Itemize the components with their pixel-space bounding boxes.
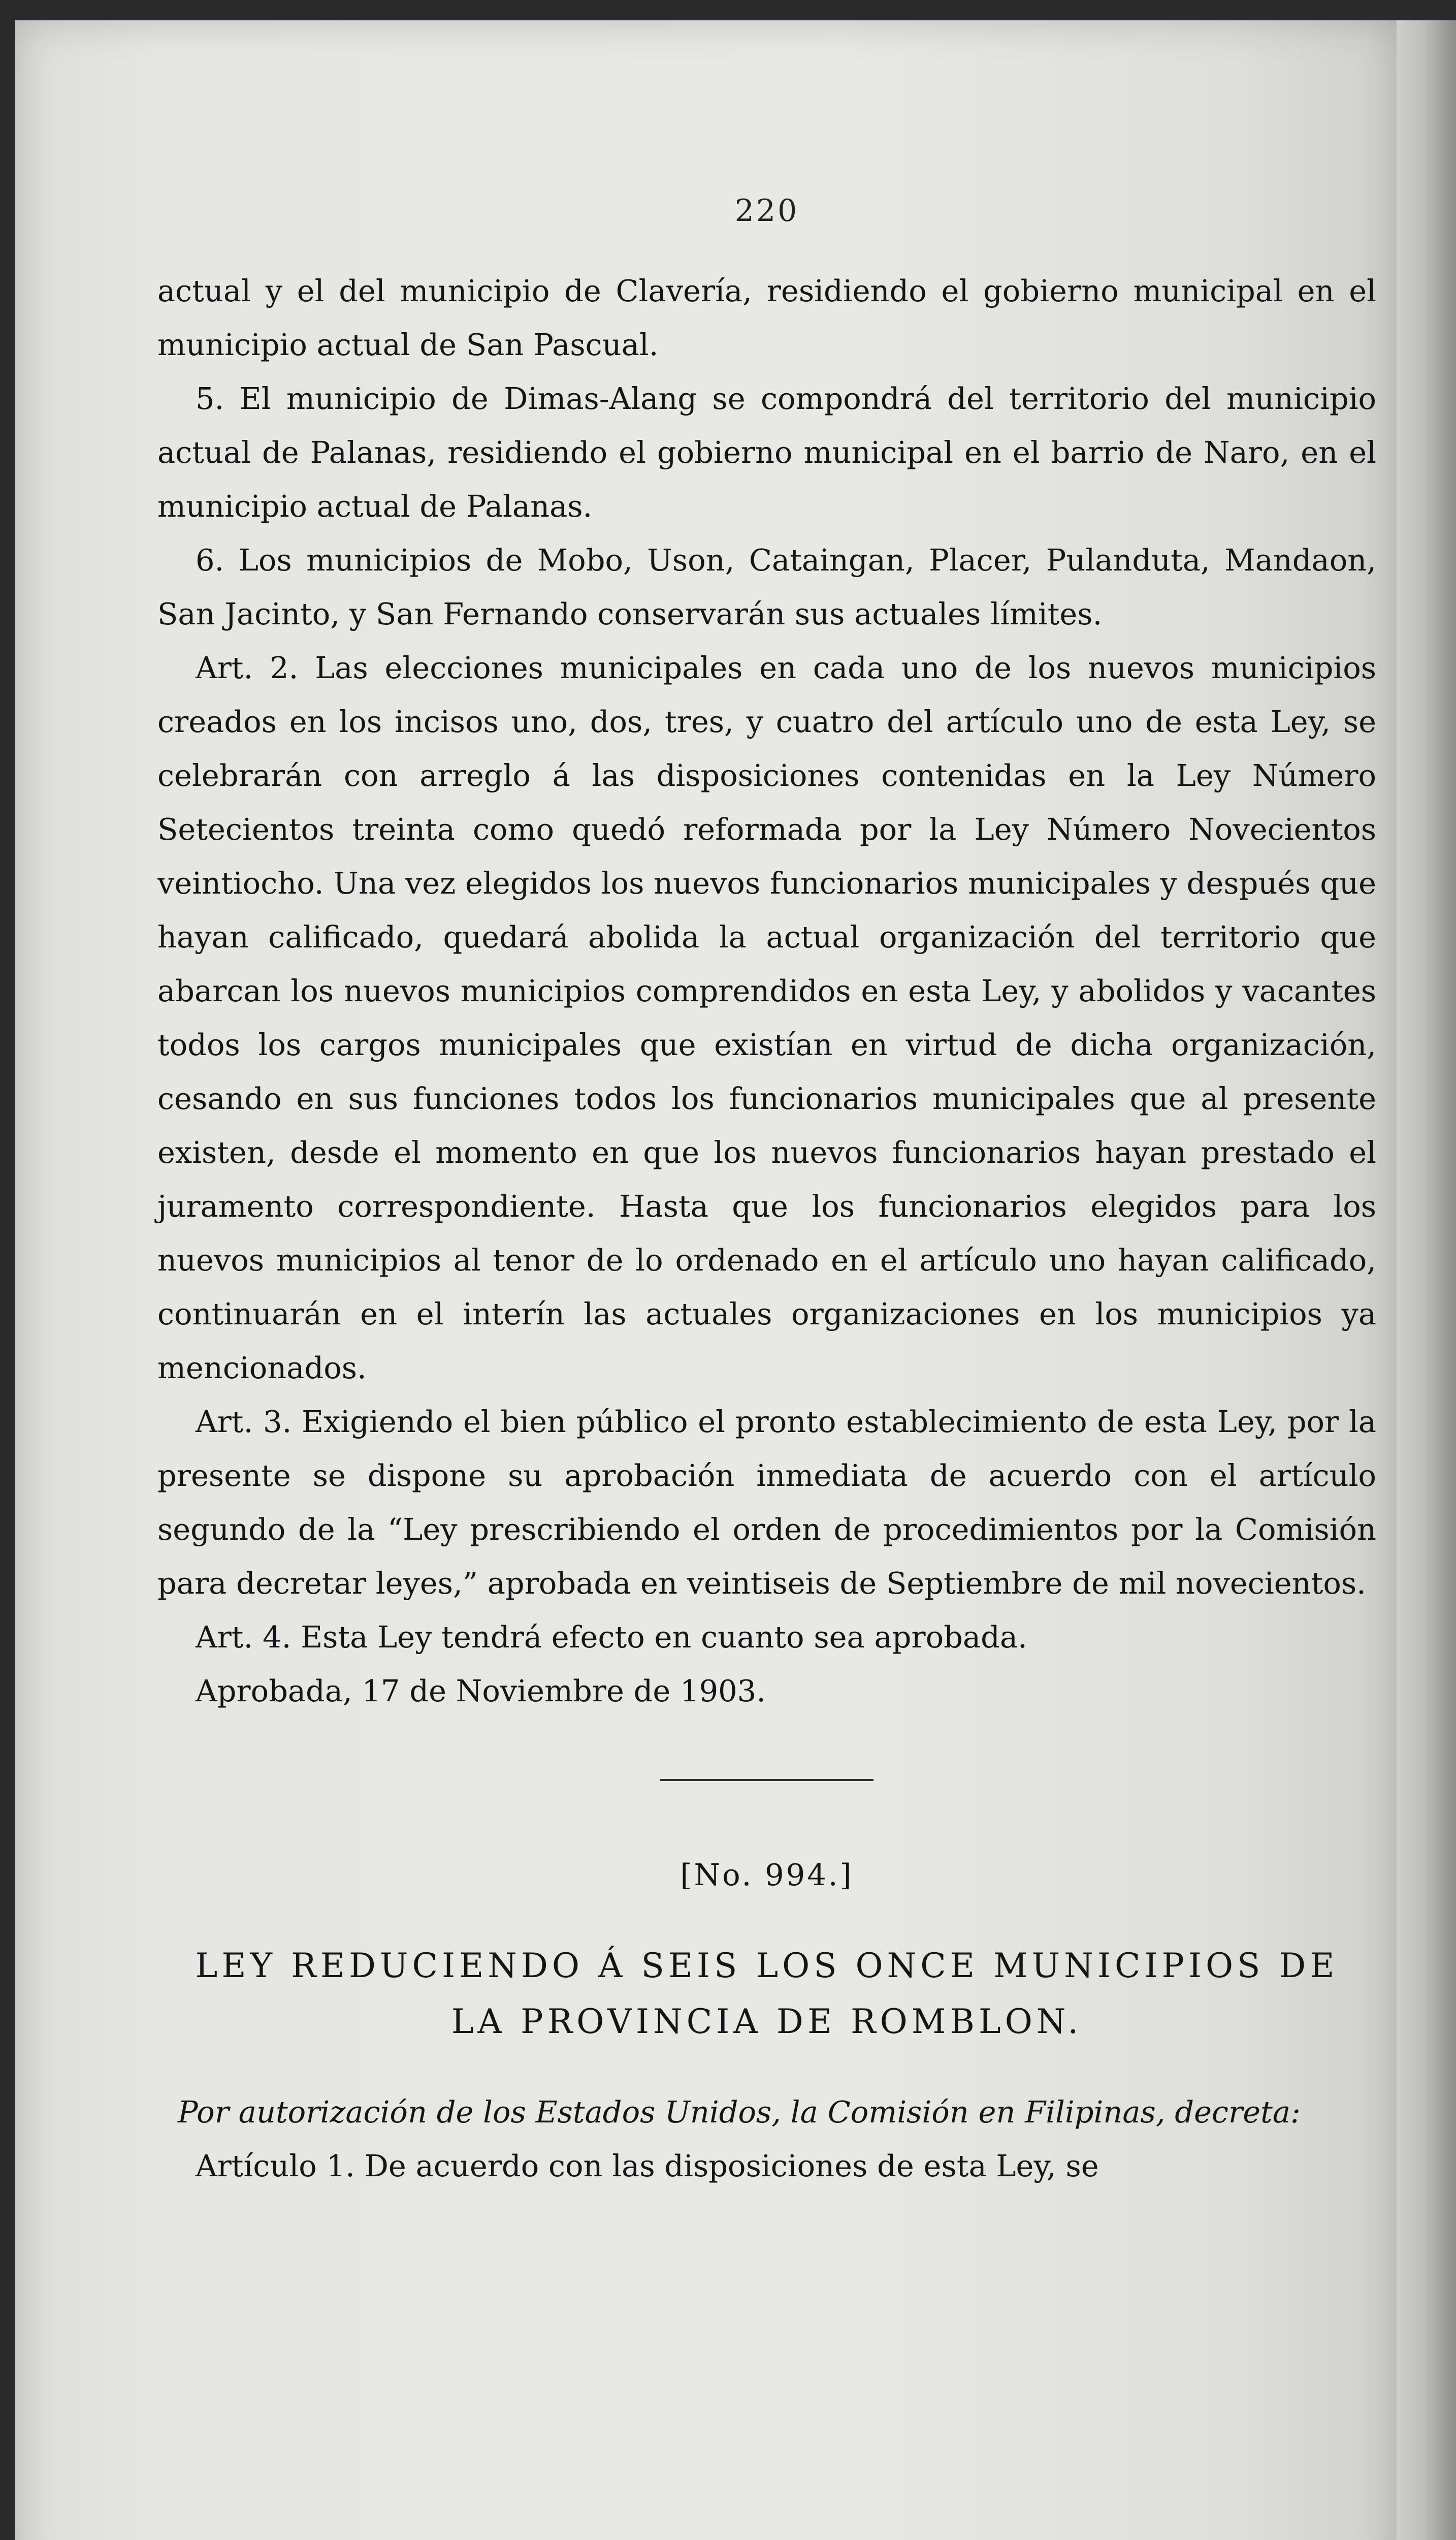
law-title-line-1: LEY REDUCIENDO Á SEIS LOS ONCE MUNICIPIOS DE	[195, 1946, 1339, 1985]
paragraph-article-1: Artículo 1. De acuerdo con las disposiciones de esta Ley, se	[196, 2148, 1099, 2183]
page-edge	[1397, 20, 1456, 2540]
paragraph-art-3: Art. 3. Exigiendo el bien público el pronto establecimiento de esta Ley, por la presente se dispone su aprobación inmediata de acuerdo con el artículo segundo de la “Ley prescribiendo el orden de procedimientos por la Comisión para decretar leyes,” aprobada en veintiseis de Septiembre de mil novecientos.	[157, 1404, 1376, 1601]
paragraph-item-6: 6. Los municipios de Mobo, Uson, Cataingan, Placer, Pulanduta, Mandaon, San Jacinto, y San Fernando conservarán sus actuales límites.	[157, 543, 1376, 631]
law-number: [No. 994.]	[680, 1857, 854, 1892]
decree-line: Por autorización de los Estados Unidos, la Comisión en Filipinas, decreta:	[178, 2094, 1301, 2130]
section-divider	[660, 1779, 873, 1781]
law-title	[157, 1938, 1376, 2050]
law-title-line-2: LA PROVINCIA DE ROMBLON.	[451, 2002, 1083, 2041]
page-number: 220	[734, 193, 799, 229]
paragraph-item-5: 5. El municipio de Dimas-Alang se compondrá del territorio del municipio actual de Palanas, residiendo el gobierno municipal en el barrio de Naro, en el municipio actual de Palanas.	[157, 381, 1376, 524]
paragraph-continuation: actual y el del municipio de Clavería, residiendo el gobierno municipal en el municipio actual de San Pascual.	[157, 273, 1376, 362]
page-text	[157, 193, 1376, 2193]
paragraph-approval: Aprobada, 17 de Noviembre de 1903.	[196, 1673, 766, 1708]
paragraph-art-2: Art. 2. Las elecciones municipales en cada uno de los nuevos municipios creados en los incisos uno, dos, tres, y cuatro del artículo uno de esta Ley, se celebrarán con arreglo á las disposiciones contenidas en la Ley Número Setecientos treinta como quedó reformada por la Ley Número Novecientos veintiocho. Una vez elegidos los nuevos funcionarios municipales y después que hayan calificado, quedará abolida la actual organización del territorio que abarcan los nuevos municipios comprendidos en esta Ley, y abolidos y vacantes todos los cargos municipales que existían en virtud de dicha organización, cesando en sus funciones todos los funcionarios municipales que al presente existen, desde el momento en que los nuevos funcionarios hayan prestado el juramento correspondiente. Hasta que los funcionarios elegidos para los nuevos municipios al tenor de lo ordenado en el artículo uno hayan calificado, continuarán en el interín las actuales organizaciones en los municipios ya mencionados.	[157, 650, 1376, 1385]
paragraph-art-4: Art. 4. Esta Ley tendrá efecto en cuanto sea aprobada.	[196, 1620, 1027, 1655]
